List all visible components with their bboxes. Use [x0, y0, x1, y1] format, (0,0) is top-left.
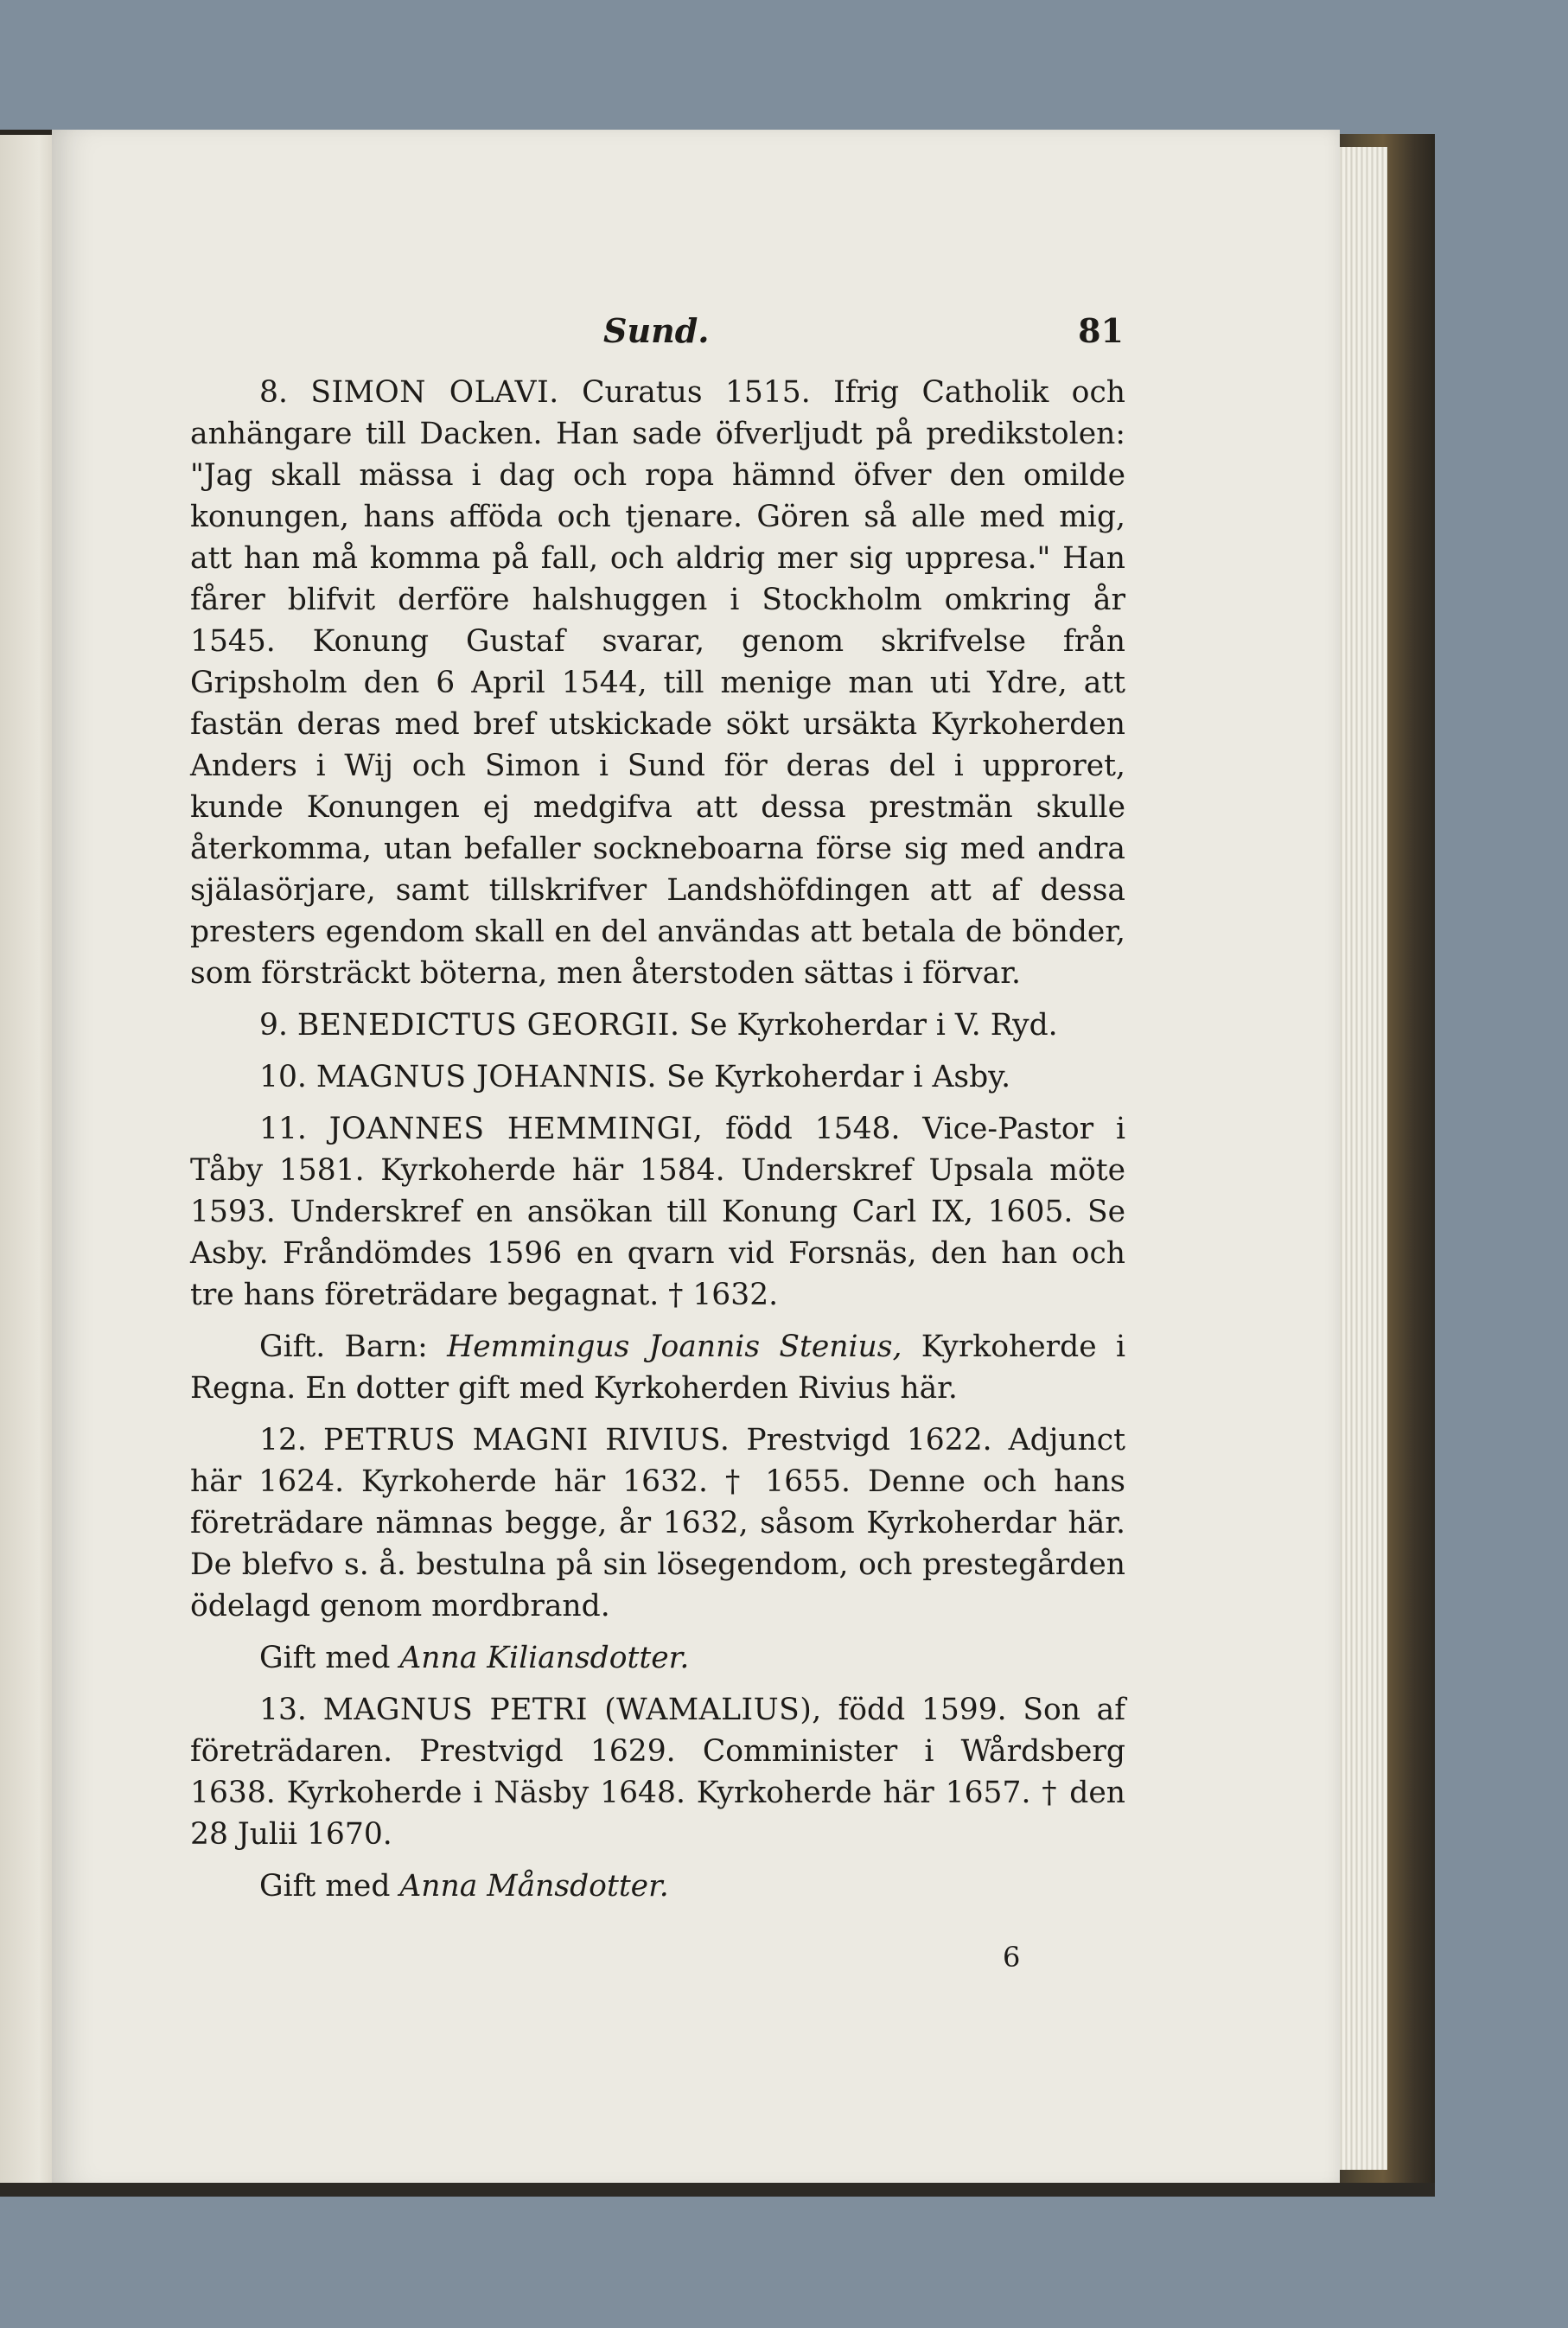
running-title: Sund.	[603, 311, 710, 350]
gift-name: Anna Månsdotter.	[399, 1869, 669, 1904]
page-number: 81	[1078, 311, 1124, 350]
gift-name: Hemmingus Joannis Stenius,	[447, 1330, 902, 1364]
entry-number: 9.	[259, 1008, 288, 1043]
entry-13-gift	[190, 1866, 1125, 1907]
entry-text: Prestvigd 1622. Adjunct här 1624. Kyrkoherde här 1632. † 1655. Denne och hans företrädare nämnas begge, år 1632, såsom Kyrkoherdar här. De blefvo s. å. bestulna på sin lösegendom, och prestegården ödelagd genom mordbrand.	[190, 1423, 1125, 1623]
entry-name: MAGNUS PETRI (WAMALIUS),	[322, 1693, 822, 1727]
gift-text: Kyrkoherde i Regna. En dotter gift med Kyrkoherden Rivius här.	[190, 1330, 1125, 1406]
entry-12	[190, 1419, 1125, 1627]
entry-number: 13.	[259, 1693, 307, 1727]
gift-prefix: Gift med	[259, 1869, 400, 1904]
entry-number: 11.	[259, 1112, 307, 1146]
entry-13	[190, 1689, 1125, 1855]
body-text	[190, 372, 1125, 1917]
entry-name: BENEDICTUS GEORGII.	[296, 1008, 680, 1043]
entry-text: född 1548. Vice-Pastor i Tåby 1581. Kyrkoherde här 1584. Underskref Upsala möte 1593. Underskref en ansökan till Konung Carl IX, 1605. Se Asby. Fråndömdes 1596 en qvarn vid Forsnäs, den han och tre hans företrädare begagnat. † 1632.	[190, 1112, 1125, 1312]
entry-text: Curatus 1515. Ifrig Catholik och anhängare till Dacken. Han sade öfverljudt på predikstolen: "Jag skall mässa i dag och ropa hämnd öfver den omilde konungen, hans afföda och tjenare. Gören så alle med mig, att han må komma på fall, och aldrig mer sig uppresa." Han fårer blifvit derföre halshuggen i Stockholm omkring år 1545. Konung Gustaf svarar, genom skrifvelse från Gripsholm den 6 April 1544, till menige man uti Ydre, att fastän deras med bref utskickade sökt ursäkta Kyrkoherden Anders i Wij och Simon i Sund för deras del i upproret, kunde Konungen ej medgifva att dessa prestmän skulle återkomma, utan befaller sockneboarna förse sig med andra själasörjare, samt tillskrifver Landshöfdingen att af dessa presters egendom skall en del användas att betala de bönder, som försträckt böterna, men återstoden sättas i förvar.	[190, 375, 1125, 991]
entry-text: Se Kyrkoherdar i V. Ryd.	[679, 1008, 1058, 1043]
gift-name: Anna Kiliansdotter.	[399, 1641, 690, 1675]
entry-name: MAGNUS JOHANNIS.	[316, 1060, 657, 1094]
entry-number: 12.	[259, 1423, 307, 1457]
entry-10	[190, 1056, 1125, 1098]
entry-name: PETRUS MAGNI RIVIUS.	[322, 1423, 730, 1457]
entry-8	[190, 372, 1125, 994]
entry-number: 8.	[259, 375, 288, 410]
entry-11-gift	[190, 1326, 1125, 1409]
gift-prefix: Gift. Barn:	[259, 1330, 448, 1364]
entry-11	[190, 1108, 1125, 1316]
gift-prefix: Gift med	[259, 1641, 400, 1675]
entry-text: född 1599. Son af företrädaren. Prestvigd 1629. Comminister i Wårdsberg 1638. Kyrkoherde i Näsby 1648. Kyrkoherde här 1657. † den 28 Julii 1670.	[190, 1693, 1126, 1852]
entry-9	[190, 1005, 1125, 1046]
book-bottom-edge	[0, 2183, 1435, 2197]
entry-name: SIMON OLAVI.	[310, 375, 559, 410]
signature-mark: 6	[1003, 1941, 1021, 1974]
entry-number: 10.	[259, 1060, 307, 1094]
entry-text: Se Kyrkoherdar i Asby.	[657, 1060, 1011, 1094]
entry-12-gift	[190, 1637, 1125, 1679]
entry-name: JOANNES HEMMINGI,	[328, 1112, 704, 1146]
